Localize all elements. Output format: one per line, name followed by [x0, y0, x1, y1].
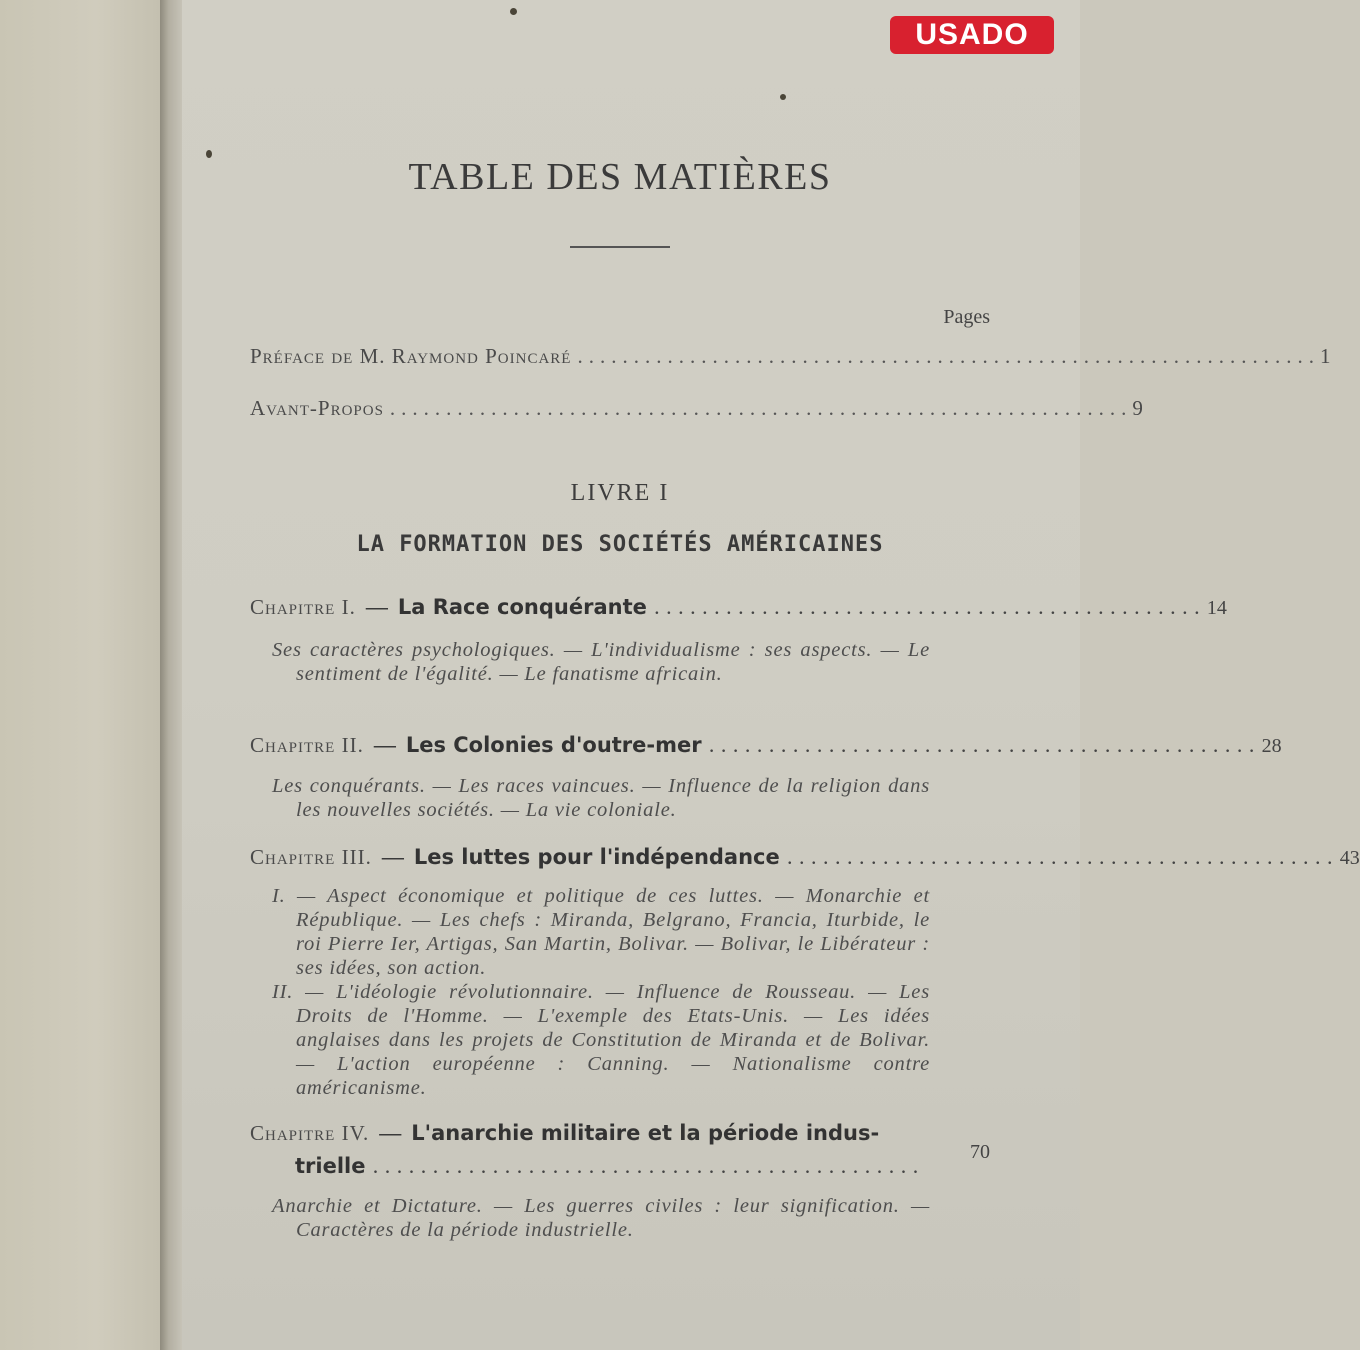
- left-page-edge: [0, 0, 160, 1350]
- dot-leader: ..............................................: [709, 739, 1262, 756]
- chapter-summary-part-2: II. — L'idéologie révolutionnaire. — Influence de Rousseau. — Les Droits de l'Homme. — L'exemple des Etats-Unis. — Les idées anglaises dans les projets de Constitution de Miranda et de Bolivar. — L'action européenne : Canning. — Nationalisme contre américanisme.: [272, 981, 930, 1099]
- chapter-summary-text: Ses caractères psychologiques. — L'individualisme : ses aspects. — Le sentiment de l'égalité. — Le fanatisme africain.: [272, 639, 930, 685]
- chapter-label: Chapitre IV.: [250, 1121, 370, 1145]
- chapter-summary: [272, 884, 930, 1100]
- book-gutter: [160, 0, 182, 1350]
- toc-entry-label: Préface de M. Raymond Poincaré: [250, 344, 572, 368]
- chapter-title: L'anarchie militaire et la période indus-: [411, 1121, 880, 1145]
- chapter-summary: [272, 638, 930, 686]
- dot-leader: ..............................................: [787, 851, 1340, 868]
- toc-page-number: 14: [1206, 597, 1227, 619]
- toc-page-number: 43: [1339, 847, 1360, 869]
- chapter-label: Chapitre III.: [250, 845, 372, 869]
- chapter-label: Chapitre II.: [250, 733, 364, 757]
- dot-leader: ..................................................................: [577, 344, 1320, 368]
- toc-chapter-4-continuation: [295, 1154, 930, 1178]
- paper-speck: [510, 8, 517, 15]
- chapter-label: Chapitre I.: [250, 595, 356, 619]
- toc-entry-preface: [250, 344, 1332, 369]
- chapter-dash: —: [379, 1120, 402, 1145]
- toc-chapter-4: [250, 1120, 990, 1163]
- chapter-title-continuation: trielle: [295, 1154, 366, 1178]
- toc-chapter-2: [250, 732, 1282, 758]
- toc-page-number: 9: [1132, 396, 1144, 420]
- toc-chapter-1: [250, 594, 1227, 620]
- toc-page-number: 28: [1261, 735, 1282, 757]
- chapter-summary-text: Anarchie et Dictature. — Les guerres civiles : leur signification. — Caractères de la période industrielle.: [272, 1195, 930, 1241]
- chapter-dash: —: [381, 844, 404, 869]
- chapter-summary-part-1: I. — Aspect économique et politique de ces luttes. — Monarchie et République. — Les chefs : Miranda, Belgrano, Francia, Iturbide, le roi Pierre Ier, Artigas, San Martin, Bolivar. — Bolivar, le Libérateur : ses idées, son action.: [272, 885, 930, 979]
- chapter-title: Les Colonies d'outre-mer: [405, 733, 702, 757]
- dot-leader: ..................................................................: [389, 396, 1133, 420]
- chapter-summary: [272, 774, 930, 822]
- toc-entry-label: Avant-Propos: [250, 396, 384, 420]
- chapter-dash: —: [373, 732, 396, 757]
- toc-entry-avant-propos: [250, 396, 1144, 421]
- dot-leader: ..............................................: [654, 601, 1207, 618]
- chapter-dash: —: [365, 594, 388, 619]
- chapter-summary-text: Les conquérants. — Les races vaincues. — Influence de la religion dans les nouvelles sociétés. — La vie coloniale.: [272, 775, 930, 821]
- used-badge: USADO: [890, 16, 1054, 54]
- book-part-title: LA FORMATION DES SOCIÉTÉS AMÉRICAINES: [356, 532, 884, 557]
- paper-speck: [206, 150, 212, 158]
- chapter-title: Les luttes pour l'indépendance: [413, 845, 780, 869]
- toc-chapter-3: [250, 844, 1360, 870]
- book-part-number: LIVRE I: [570, 480, 670, 506]
- paper-speck: [780, 94, 786, 100]
- title-rule: [570, 246, 670, 248]
- chapter-summary: [272, 1194, 930, 1242]
- toc-page-number: 1: [1319, 344, 1332, 368]
- pages-column-header: Pages: [943, 306, 990, 328]
- dot-leader: ..............................................: [373, 1160, 926, 1177]
- page-title: TABLE DES MATIÈRES: [408, 156, 832, 198]
- toc-page-number: 70: [970, 1141, 990, 1163]
- chapter-title: La Race conquérante: [397, 595, 647, 619]
